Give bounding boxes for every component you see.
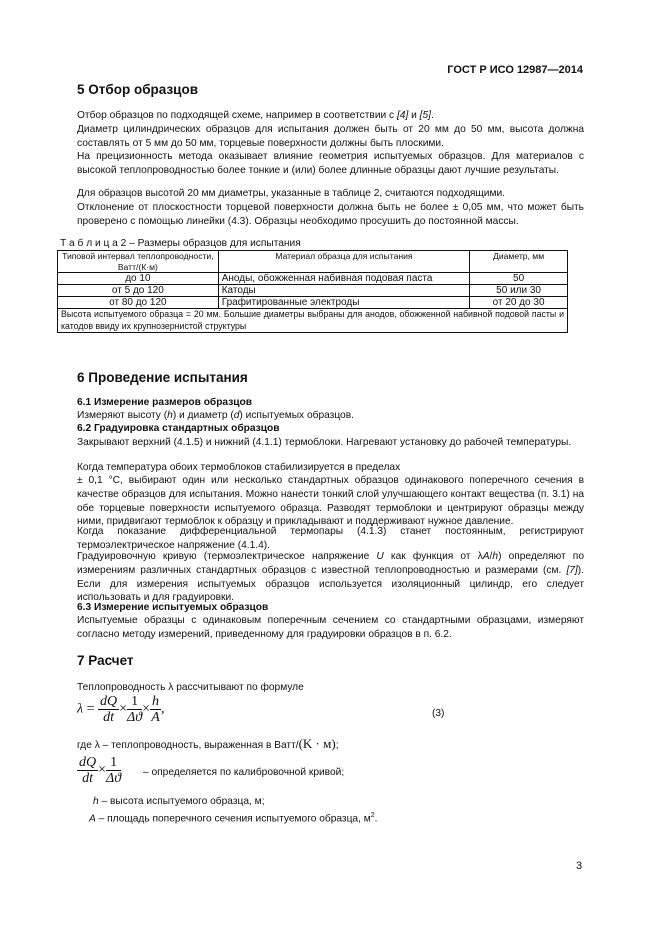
s5-paragraph-1 [77, 109, 584, 123]
table-row [58, 297, 568, 309]
var-h: h [93, 796, 99, 807]
where-a [89, 809, 569, 826]
formula-times: × [142, 701, 151, 717]
where-ratio: – определяется по калибровочной кривой; [143, 767, 345, 778]
s6-2-paragraph-2: Когда температура обоих термоблоков стабилизируется в пределах [77, 462, 401, 473]
section-6-title: 6 Проведение испытания [77, 370, 248, 385]
cell-diameter: от 20 до 30 [470, 297, 568, 309]
s6-2-paragraph-4: Когда показание дифференциальной термопары (4.1.3) станет постоянным, регистрируют термоэлектрическое напряжение (4.1.4). [77, 526, 584, 551]
var-u: U [376, 551, 384, 562]
formula-lambda: λ [77, 701, 84, 717]
fraction-denominator: Δϑ [106, 771, 122, 786]
section-7-title: 7 Расчет [77, 653, 134, 668]
section-5-title: 5 Отбор образцов [77, 82, 199, 97]
s6-2-paragraph-3: ± 0,1 °С, выбирают один или несколько стандартных образцов одинакового поперечного сечения в качестве образцов для испытания. Можно нанести тонкий слой улучшающего контакт вещества (п. 3.1) на обе торцевые поверхности испытуемого образца. Разводят термоблоки и центрируют образцы между ними, придвигают термоблок к образцу и прикладывают и поддерживают нужное давление. [77, 475, 584, 528]
s6-2-paragraph-1: Закрывают верхний (4.1.5) и нижний (4.1.1) термоблоки. Нагревают установку до рабочей температуры. [77, 437, 572, 448]
s5-p1-and: и [408, 110, 420, 121]
subsection-6-2: 6.2 Градуировка стандартных образцов [77, 423, 280, 434]
var-a: A [89, 813, 96, 825]
s61-part-c: ) испытуемых образцов. [239, 410, 354, 421]
cell-material: Аноды, обожженная набивная подовая паста [218, 273, 469, 285]
s6-2-paragraph-5 [77, 550, 584, 605]
page-number: 3 [576, 860, 583, 872]
s61-part-b: ) и диаметр ( [172, 410, 234, 421]
subsection-6-3: 6.3 Измерение испытуемых образцов [77, 602, 269, 613]
s6-1-text [77, 409, 584, 423]
s5-paragraph-2: Диаметр цилиндрических образцов для испытания должен быть от 20 мм до 50 мм, высота должна составлять от 5 мм до 50 мм, торцевые поверхности должны быть плоскими. [77, 124, 584, 149]
cell-diameter: 50 [470, 273, 568, 285]
var-h: h [492, 551, 499, 562]
p5-slash: / [489, 551, 493, 562]
table-caption: Т а б л и ц а 2 – Размеры образцов для испытания [60, 238, 301, 249]
sample-size-table [57, 250, 568, 333]
cell-diameter: 50 или 30 [470, 285, 568, 297]
formula-times: × [98, 762, 107, 778]
where-lambda-text: где λ – теплопроводность, выраженная в Ватт/ [77, 740, 299, 751]
var-a: A [482, 551, 490, 562]
ref-4: [4] [396, 110, 409, 121]
standard-header: ГОСТ Р ИСО 12987—2014 [447, 64, 583, 76]
cell-range: от 80 до 120 [58, 297, 219, 309]
fraction-denominator: Δϑ [127, 710, 143, 725]
where-lambda [77, 737, 584, 753]
fraction-denominator: A [151, 710, 160, 725]
p5-part-e: ). Если для измерения испытуемых образцов используется изоляционный цилиндр, его следует использовать и для градуировки. [77, 564, 584, 604]
fraction-numerator: dQ [79, 755, 97, 770]
cell-range: от 5 до 120 [58, 285, 219, 297]
where-a-text: – площадь поперечного сечения испытуемого образца, м [95, 813, 371, 825]
s5-paragraph-3: На прецизионность метода оказывает влияние геометрия испытуемых образцов. Для материалов с высокой теплопроводностью более тонкие и (или) более длинные образцы дают лучшие результаты. [77, 151, 584, 176]
fraction-1-dtheta [106, 755, 121, 786]
var-d: d [233, 410, 240, 421]
table-row [58, 273, 568, 285]
fraction-h-a [150, 694, 161, 725]
s5-paragraph-4: Для образцов высотой 20 мм диаметры, указанные в таблице 2, считаются подходящими. [77, 188, 506, 199]
table-header-row [58, 251, 568, 273]
cell-material: Катоды [218, 285, 469, 297]
where-lambda-end: ; [335, 740, 339, 751]
table-note: Высота испытуемого образца = 20 мм. Большие диаметры выбраны для анодов, обожженной набивной подовой пасты и катодов ввиду их крупнозернистой структуры [58, 309, 568, 333]
p5-part-a: Градуировочную кривую (термоэлектрическое напряжение [77, 551, 377, 562]
fraction-1-dtheta [127, 694, 142, 725]
header-diameter: Диаметр, мм [470, 251, 568, 273]
fraction-dq-dt [98, 694, 119, 725]
s5-paragraph-5: Отклонение от плоскостности торцевой поверхности должна быть не более ± 0,05 мм, что может быть проверено с помощью линейки (4.3). Образцы необходимо просушить до постоянной массы. [77, 202, 584, 227]
where-h-text: – высота испытуемого образца, м; [98, 796, 265, 807]
s61-part-a: Измеряют высоту ( [77, 410, 168, 421]
s6-3-paragraph: Испытуемые образцы с одинаковым поперечным сечением со стандартными образцами, измеряют согласно методу измерений, приведенному для градуировки образцов в п. 6.2. [77, 615, 584, 640]
formula-equals: = [86, 701, 95, 717]
superscript-2: 2 [370, 812, 375, 819]
header-material: Материал образца для испытания [218, 251, 469, 273]
equation-number: (3) [432, 708, 445, 719]
where-h [93, 795, 573, 809]
header-conductivity: Типовой интервал теплопроводности, Ватт/(К·м) [58, 251, 219, 273]
subsection-6-1: 6.1 Измерение размеров образцов [77, 397, 253, 408]
formula-3 [77, 694, 165, 725]
fraction-dq-dt [77, 755, 98, 786]
s7-intro: Теплопроводность λ рассчитывают по формуле [77, 682, 304, 693]
cell-material: Графитированные электроды [218, 297, 469, 309]
formula-times: × [119, 701, 128, 717]
fraction-numerator: dQ [99, 694, 118, 709]
p5-part-b: как функция от λ [383, 551, 483, 562]
cell-range: до 10 [58, 273, 219, 285]
table-row [58, 285, 568, 297]
table-note-row [58, 309, 568, 333]
unit-k-m: (K · м) [298, 736, 336, 751]
fraction-denominator: dt [103, 710, 114, 725]
where-a-end: . [374, 813, 378, 825]
p5-part-d: ) определяют по измерениям различных стандартных образцов с известной теплопроводностью и размерами (см. [77, 551, 584, 576]
fraction-numerator: 1 [106, 755, 121, 771]
s5-p1-end: . [430, 110, 434, 121]
formula-ratio [77, 755, 121, 786]
fraction-numerator: 1 [127, 694, 142, 710]
s5-p1-text: Отбор образцов по подходящей схеме, например в соответствии с [77, 110, 397, 121]
var-h: h [167, 410, 173, 421]
formula-comma: , [161, 701, 165, 717]
fraction-denominator: dt [82, 771, 93, 786]
ref-7: [7] [566, 564, 578, 576]
fraction-numerator: h [152, 694, 160, 709]
ref-5: [5] [419, 110, 431, 121]
